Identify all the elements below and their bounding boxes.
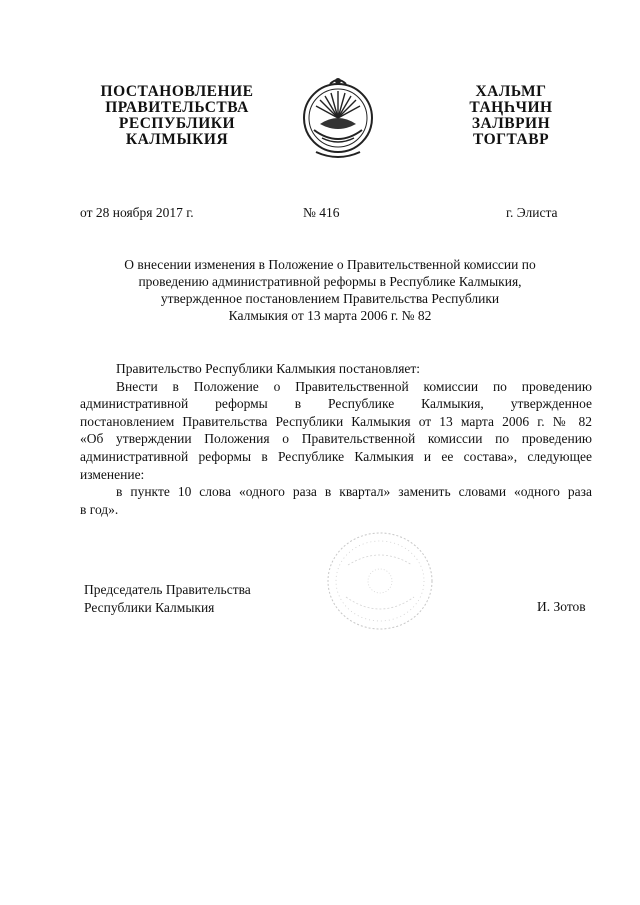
paragraph-line: Внести в Положение о Правительственной комиссии по проведению [116, 378, 592, 394]
preamble: Правительство Республики Калмыкия постановляет: [116, 361, 421, 376]
header-right-line: ТАҢҺЧИН [469, 99, 553, 116]
header-left-line: КАЛМЫКИЯ [125, 131, 229, 148]
subject-line: утвержденное постановлением Правительства Республики [160, 291, 500, 306]
signatory-title-line: Председатель Правительства [84, 582, 251, 597]
paragraph-line: административной реформы в Республике Калмыкия и ее состава», следующее [80, 448, 592, 464]
paragraph-line: постановлением Правительства Республики Калмыкия от 13 марта 2006 г. № 82 [80, 413, 592, 429]
header-left-line: РЕСПУБЛИКИ [118, 115, 236, 132]
subject-line: О внесении изменения в Положение о Правительственной комиссии по [124, 257, 536, 272]
header-left-title [92, 84, 262, 148]
paragraph-line: в пункте 10 слова «одного раза в квартал» заменить словами «одного раза [116, 484, 592, 500]
paragraph-line: административной реформы в Республике Калмыкия, утвержденное [80, 396, 592, 412]
header-right-line: ЗАЛВРИН [471, 115, 551, 132]
document-city: г. Элиста [506, 205, 558, 220]
document-subject [80, 256, 580, 324]
official-seal-icon [318, 525, 438, 635]
header-right-line: ХАЛЬМГ [475, 83, 547, 100]
paragraph-line: в год». [80, 501, 119, 517]
signatory-title [84, 581, 251, 617]
paragraph-line: изменение: [80, 466, 145, 482]
kalmykia-emblem-icon [300, 72, 376, 162]
subject-line: проведению административной реформы в Республике Калмыкия, [138, 274, 522, 289]
document-number: № 416 [303, 205, 340, 220]
header-right-line: ТОГТАВР [472, 131, 550, 148]
header-left-line: ПОСТАНОВЛЕНИЕ [100, 83, 254, 100]
document-body [80, 360, 592, 518]
document-date: от 28 ноября 2017 г. [80, 205, 194, 220]
paragraph-line: «Об утверждении Положения о Правительственной комиссии по проведению [80, 431, 592, 447]
paragraph-change [80, 483, 592, 518]
subject-line: Калмыкия от 13 марта 2006 г. № 82 [228, 308, 432, 323]
signatory-title-line: Республики Калмыкия [84, 600, 215, 615]
signatory-name: И. Зотов [537, 599, 586, 614]
paragraph-amendment [80, 378, 592, 484]
header-right-title [452, 84, 570, 148]
header-left-line: ПРАВИТЕЛЬСТВА [105, 99, 249, 116]
